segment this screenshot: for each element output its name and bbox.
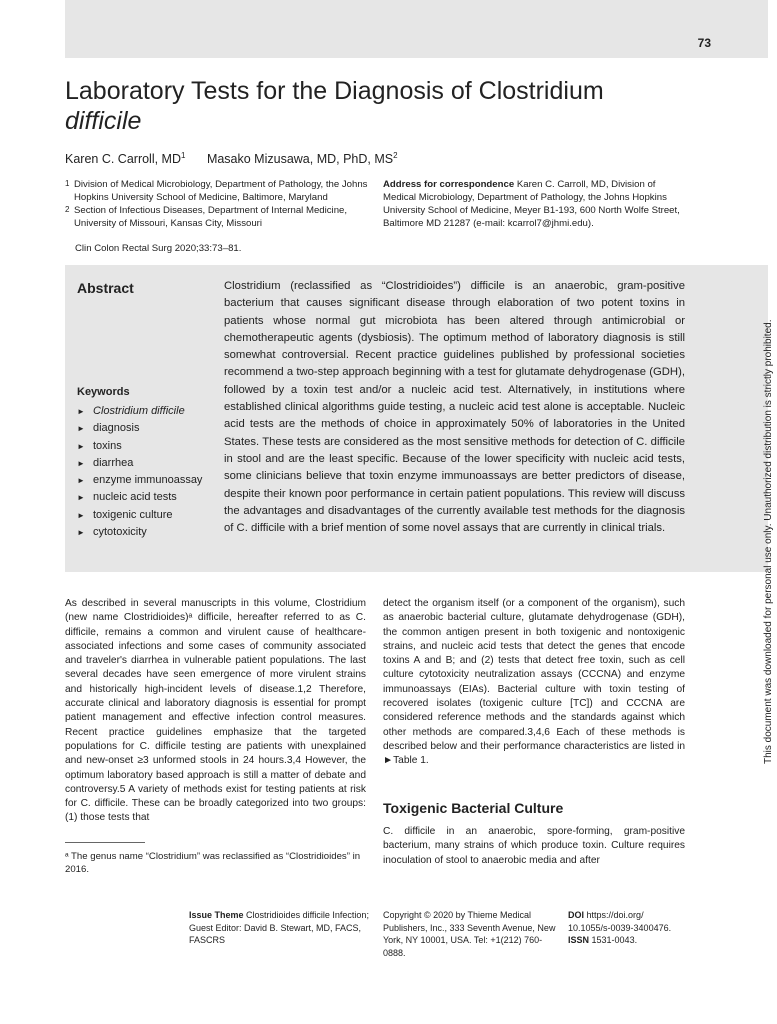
author-1: Karen C. Carroll, $MD^1$ xyxy=(65,151,186,167)
citation-line: Clin Colon Rectal Surg 2020;33:73–81. xyxy=(75,243,242,254)
download-notice: This document was downloaded for personal use only. Unauthorized distribution is strictly prohibited. xyxy=(763,319,774,764)
section-heading: Toxigenic Bacterial Culture xyxy=(383,800,564,816)
keywords-list xyxy=(77,403,217,541)
keyword-item: ► diagnosis xyxy=(77,420,217,437)
footnote: ᵃ The genus name “Clostridium” was reclassified as “Clostridioides” in 2016. xyxy=(65,851,361,875)
page-number: 73 xyxy=(697,36,711,50)
affiliations xyxy=(65,178,375,230)
doi-link[interactable]: https://doi.org/ 10.1055/s-0039-3400476. xyxy=(568,910,672,933)
affiliation-1: 1 Division of Medical Microbiology, Department of Pathology, the Johns Hopkins University School of Medicine, Baltimore, Maryland xyxy=(65,179,368,203)
keyword-item: ► cytotoxicity xyxy=(77,524,217,541)
keyword-item: ► diarrhea xyxy=(77,455,217,472)
header-band xyxy=(65,0,768,58)
article-title xyxy=(65,76,685,136)
keyword-item: ► toxigenic culture xyxy=(77,507,217,524)
footer-issue-theme: Issue Theme Clostridioides difficile Infection; Guest Editor: David B. Stewart, MD, FACS, FASCRS xyxy=(189,910,369,945)
keyword-item: ► toxins xyxy=(77,438,217,455)
footer-copyright: Copyright © 2020 by Thieme Medical Publishers, Inc., 333 Seventh Avenue, New York, NY 10001, USA. Tel: +1(212) 760-0888. xyxy=(383,910,556,958)
footer-doi-issn: DOI https://doi.org/ 10.1055/s-0039-3400476. ISSN 1531-0043. xyxy=(568,910,672,945)
keywords-heading: Keywords xyxy=(77,386,130,398)
affiliation-2: 2 Section of Infectious Diseases, Department of Internal Medicine, University of Missouri, Kansas City, Missouri xyxy=(65,205,348,229)
title-line-1: Laboratory Tests for the Diagnosis of Clostridium xyxy=(65,77,604,105)
body-column-left: As described in several manuscripts in this volume, Clostridium (new name Clostridioides)ᵃ difficile, hereafter referred to as C. difficile, remains a common and virulent cause of healthcare-associated infections and some cases of community associated and traveler's diarrhea in vulnerable patient populations. The last several decades have seen emergence of more virulent strains and historically high-incident levels of disease.1,2 Therefore, accurate clinical and laboratory diagnosis is essential for prompt patient management and effective infection control measures. Recent practice guidelines emphasize that the targeted populations for C. difficile testing are patients with unexplained and new-onset ≥3 unformed stools in 24 hours.3,4 However, the optimum laboratory based approach is still a matter of debate and controversy.5 A variety of methods exist for testing patients at risk for C. difficile. These can be broadly categorized into two groups: (1) those tests that xyxy=(65,598,366,824)
author-list xyxy=(65,151,416,166)
body-column-right: detect the organism itself (or a component of the organism), such as anaerobic bacterial culture, glutamate dehydrogenase (GDH), the common antigen present in both toxigenic and nontoxigenic strains, and nucleic acid tests that detect the genes that encode toxins A and B; and (2) tests that detect free toxin, such as cell culture cytotoxicity neutralization assays (CCCNA) and enzyme immunoassays (EIAs). Bacterial culture with toxin testing of recovered isolates (toxigenic culture [TC]) and CCCNA are considered reference methods and the standards against which other methods are compared.3,4,6 Each of these methods is described below and their performance characteristics are listed in ►Table 1. xyxy=(383,598,685,767)
abstract-text: Clostridium (reclassified as “Clostridioides”) difficile is an anaerobic, gram-positive bacterium that causes significant disease through elaboration of two potent toxins in patients whose normal gut microbiota has been altered through antimicrobial or chemotherapeutic agents (dysbiosis). The optimum method of laboratory diagnosis is still somewhat controversial. Recent practice guidelines published by professional societies recommend a two-step approach beginning with a test for glutamate dehydrogenase (GDH), followed by a toxin test and/or a nucleic acid test. Alternatively, in institutions where established clinical algorithms guide testing, a nucleic acid test alone is acceptable. Nucleic acid tests are the methods of choice in approximately 50% of laboratories in the United States. These tests are considered as the most sensitive methods for detection of C. difficile in stool and are the least specific. Because of the lower specificity with nucleic acid tests, some clinicians believe that toxin enzyme immunoassays are better predictors of disease, despite their known poor performance in certain patient populations. This review will discuss the advantages and disadvantages of the currently available test methods for the diagnosis of C. difficile with a brief mention of some novel assays that are currently in clinical trials. xyxy=(224,280,685,535)
keyword-item: ► Clostridium difficile xyxy=(77,403,217,420)
keyword-item: ► nucleic acid tests xyxy=(77,489,217,506)
title-line-2: difficile xyxy=(65,107,142,135)
footnote-rule xyxy=(65,842,145,843)
keyword-item: ► enzyme immunoassay xyxy=(77,472,217,489)
section-paragraph: C. difficile in an anaerobic, spore-forming, gram-positive bacterium, many strains of which produce toxin. Culture requires inoculation of stool to anaerobic media and after xyxy=(383,826,685,866)
correspondence-address: Address for correspondence Karen C. Carroll, MD, Division of Medical Microbiology, Department of Pathology, the Johns Hopkins University School of Medicine, Meyer B1-193, 600 North Wolfe Street, Baltimore MD 21287 (e-mail: kcarrol7@jhmi.edu). xyxy=(383,179,680,229)
abstract-heading: Abstract xyxy=(77,280,134,296)
author-2: Masako Mizusawa, MD, PhD, $MS^2$ xyxy=(206,151,398,167)
